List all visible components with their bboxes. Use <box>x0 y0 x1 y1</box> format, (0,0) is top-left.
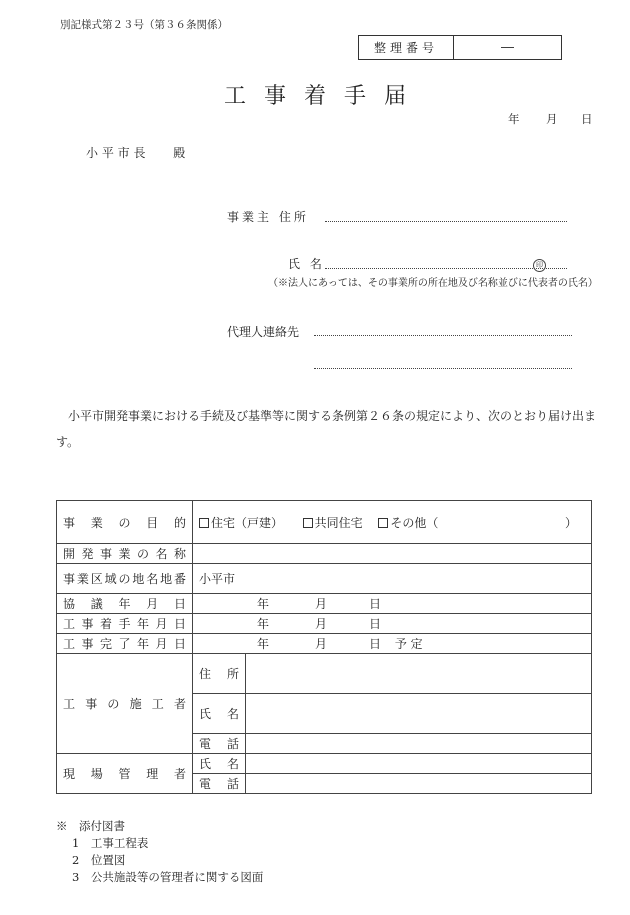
table-row-completion-date <box>57 634 592 654</box>
option-detached-house: 住宅（戸建） <box>211 515 284 530</box>
applicant-name-field[interactable] <box>325 268 567 269</box>
attachments-header: ※ 添付図書 <box>56 819 125 833</box>
manager-phone-label: 電話 <box>193 774 246 794</box>
attachment-item: 3 公共施設等の管理者に関する図面 <box>72 870 264 884</box>
corporate-note: （※法人にあっては、その事業所の所在地及び名称並びに代表者の氏名） <box>268 278 598 289</box>
checkbox-apartment[interactable] <box>303 518 313 528</box>
option-other-close: ） <box>564 515 577 530</box>
addressee: 小 平 市 長 殿 <box>86 146 186 160</box>
form-number: 別記様式第２３号（第３６条関係） <box>60 19 228 31</box>
table-row-start-date <box>57 614 592 634</box>
notification-table <box>56 500 592 794</box>
agent-contact-label: 代理人連絡先 <box>227 325 300 339</box>
form-title: 工事着手届 <box>223 84 424 109</box>
purpose-label: 事業の目的 <box>57 501 193 544</box>
table-row-project-name <box>57 544 592 564</box>
statement-paragraph: 小平市開発事業における手続及び基準等に関する条例第２６条の規定により、次のとおり届け出ます。 <box>56 409 597 449</box>
manager-name-field[interactable] <box>246 754 592 774</box>
option-apartment: 共同住宅 <box>314 515 363 530</box>
start-date-field[interactable]: 年 月 日 <box>193 614 592 634</box>
table-row-manager-name <box>57 754 592 774</box>
reference-number-value[interactable]: ― <box>501 40 514 55</box>
completion-date-label: 工事完了年月日 <box>57 634 193 654</box>
applicant-address-field[interactable] <box>325 221 567 222</box>
applicant-name-label: 氏 名 <box>288 257 325 271</box>
site-field[interactable] <box>193 564 592 594</box>
reference-number-label: 整理番号 <box>359 36 454 59</box>
option-other: その他（ <box>390 515 439 530</box>
manager-phone-field[interactable] <box>246 774 592 794</box>
agent-contact-field-2[interactable] <box>314 368 572 369</box>
table-row-purpose <box>57 501 592 544</box>
reference-number-box <box>358 35 562 60</box>
manager-name-label: 氏名 <box>193 754 246 774</box>
manager-label: 現場管理者 <box>57 754 193 794</box>
date-month-label: 月 <box>546 112 558 126</box>
contractor-label: 工事の施工者 <box>57 654 193 754</box>
date-day-label: 日 <box>581 112 593 126</box>
contractor-phone-field[interactable] <box>246 734 592 754</box>
contractor-address-label: 住所 <box>193 654 246 694</box>
attachments <box>56 818 263 886</box>
contractor-phone-label: 電話 <box>193 734 246 754</box>
project-name-field[interactable] <box>193 544 592 564</box>
contractor-address-field[interactable] <box>246 654 592 694</box>
agent-contact-field-1[interactable] <box>314 335 572 336</box>
applicant-address-label: 事業主 住所 <box>227 210 309 224</box>
start-date-label: 工事着手年月日 <box>57 614 193 634</box>
table-row-site <box>57 564 592 594</box>
table-row-contractor-address <box>57 654 592 694</box>
consultation-date-label: 協議年月日 <box>57 594 193 614</box>
checkbox-other[interactable] <box>378 518 388 528</box>
purpose-options <box>193 501 592 544</box>
completion-date-field[interactable]: 年 月 日 予 定 <box>193 634 592 654</box>
date-year-label: 年 <box>508 112 520 126</box>
project-name-label: 開発事業の名称 <box>57 544 193 564</box>
planned-label: 予 定 <box>394 637 423 651</box>
site-value: 小平市 <box>199 572 236 586</box>
contractor-name-field[interactable] <box>246 694 592 734</box>
site-label: 事業区域の地名地番 <box>57 564 193 594</box>
seal-mark-icon: 印 <box>533 259 546 272</box>
attachment-item: 1 工事工程表 <box>72 836 149 850</box>
table-row-consultation-date <box>57 594 592 614</box>
attachment-item: 2 位置図 <box>72 853 126 867</box>
consultation-date-field[interactable]: 年 月 日 <box>193 594 592 614</box>
checkbox-detached-house[interactable] <box>199 518 209 528</box>
contractor-name-label: 氏名 <box>193 694 246 734</box>
